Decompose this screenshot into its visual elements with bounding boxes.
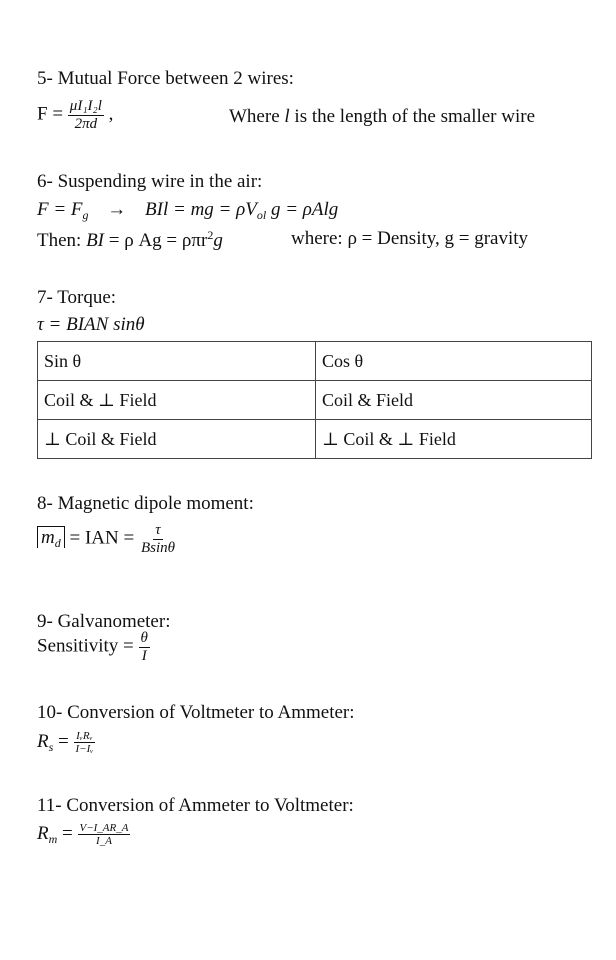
fraction-numerator: θ: [140, 630, 148, 646]
dipole-moment-formula: [37, 522, 177, 556]
density-note: where: ρ = Density, g = gravity: [291, 228, 529, 249]
then-bi: BI: [86, 230, 105, 251]
fraction: [139, 522, 177, 556]
section-7-heading: 7- Torque:: [37, 287, 117, 308]
fraction-numerator: IᵥRᵥ: [76, 730, 93, 742]
fraction-denominator: 2πd: [74, 115, 98, 132]
dipole-moment-magnitude: [37, 526, 65, 551]
table-cell: Coil & ⊥ Field: [38, 381, 316, 420]
comma: ,: [108, 103, 114, 125]
torque-formula-text: τ = BIAN sinθ: [37, 314, 145, 335]
moment-symbol: m: [41, 527, 55, 549]
suspending-wire-formula: [37, 199, 338, 223]
torque-table: [37, 341, 592, 459]
fraction: [139, 630, 150, 664]
section-10-heading: 10- Conversion of Voltmeter to Ammeter:: [37, 702, 355, 723]
table-row: [38, 420, 592, 459]
section-6-heading: 6- Suspending wire in the air:: [37, 171, 263, 192]
then-sup: 2: [207, 228, 214, 242]
where-pre: Where: [229, 106, 285, 127]
dipole-mid: = IAN =: [64, 527, 139, 549]
then-label: Then:: [37, 230, 87, 251]
table-cell: ⊥ Coil & Field: [38, 420, 316, 459]
then-g: g: [213, 230, 223, 251]
fraction-denominator: Bsinθ: [140, 539, 175, 556]
section-9-heading: 9- Galvanometer:: [37, 611, 171, 632]
fraction-numerator: μI₁I₂l: [69, 98, 102, 114]
table-cell: Cos θ: [316, 342, 592, 381]
mutual-force-formula: [37, 98, 113, 132]
table-cell: Sin θ: [38, 342, 316, 381]
sensitivity-formula: [37, 630, 150, 664]
formula-lhs: F: [37, 103, 48, 125]
equals-sign: =: [53, 730, 74, 752]
moment-sub: d: [54, 536, 61, 551]
where-post: is the length of the smaller wire: [289, 106, 536, 127]
equals-sign: =: [52, 103, 64, 125]
force-expansion: BIl = mg = ρV: [145, 199, 257, 220]
where-var: l: [284, 106, 290, 127]
wire-length-note: [229, 106, 535, 128]
fraction: [78, 822, 131, 847]
sensitivity-label: Sensitivity =: [37, 635, 139, 657]
section-8-heading: 8- Magnetic dipole moment:: [37, 493, 254, 514]
formula-lhs-sub: m: [48, 831, 58, 846]
table-cell: ⊥ Coil & ⊥ Field: [316, 420, 592, 459]
formula-lhs: R: [37, 822, 49, 844]
torque-formula: [37, 314, 145, 336]
fraction-denominator: I: [141, 647, 147, 664]
fraction: [74, 730, 96, 755]
then-mid: = ρ Ag = ρπr: [104, 230, 208, 251]
force-expansion-end: g = ρAlg: [266, 199, 339, 220]
table-row: [38, 381, 592, 420]
fraction-numerator: V−I_AR_A: [79, 822, 129, 834]
fraction: [68, 98, 104, 132]
shunt-resistance-formula: [37, 730, 95, 755]
force-sub: g: [82, 208, 89, 222]
equals-sign: =: [57, 822, 78, 844]
table-row: [38, 342, 592, 381]
fraction-denominator: I_A: [96, 835, 112, 848]
multiplier-resistance-formula: [37, 822, 130, 847]
section-5-heading: 5- Mutual Force between 2 wires:: [37, 68, 294, 89]
formula-lhs: R: [37, 730, 49, 752]
volume-sub: ol: [256, 208, 267, 222]
section-11-heading: 11- Conversion of Ammeter to Voltmeter:: [37, 795, 354, 816]
force-balance: F = F: [37, 199, 83, 220]
then-formula: [37, 228, 223, 252]
arrow-icon: →: [107, 199, 127, 220]
formula-lhs-sub: s: [48, 739, 54, 754]
table-cell: Coil & Field: [316, 381, 592, 420]
fraction-numerator: τ: [155, 522, 161, 538]
fraction-denominator: I−Iᵥ: [75, 743, 94, 756]
